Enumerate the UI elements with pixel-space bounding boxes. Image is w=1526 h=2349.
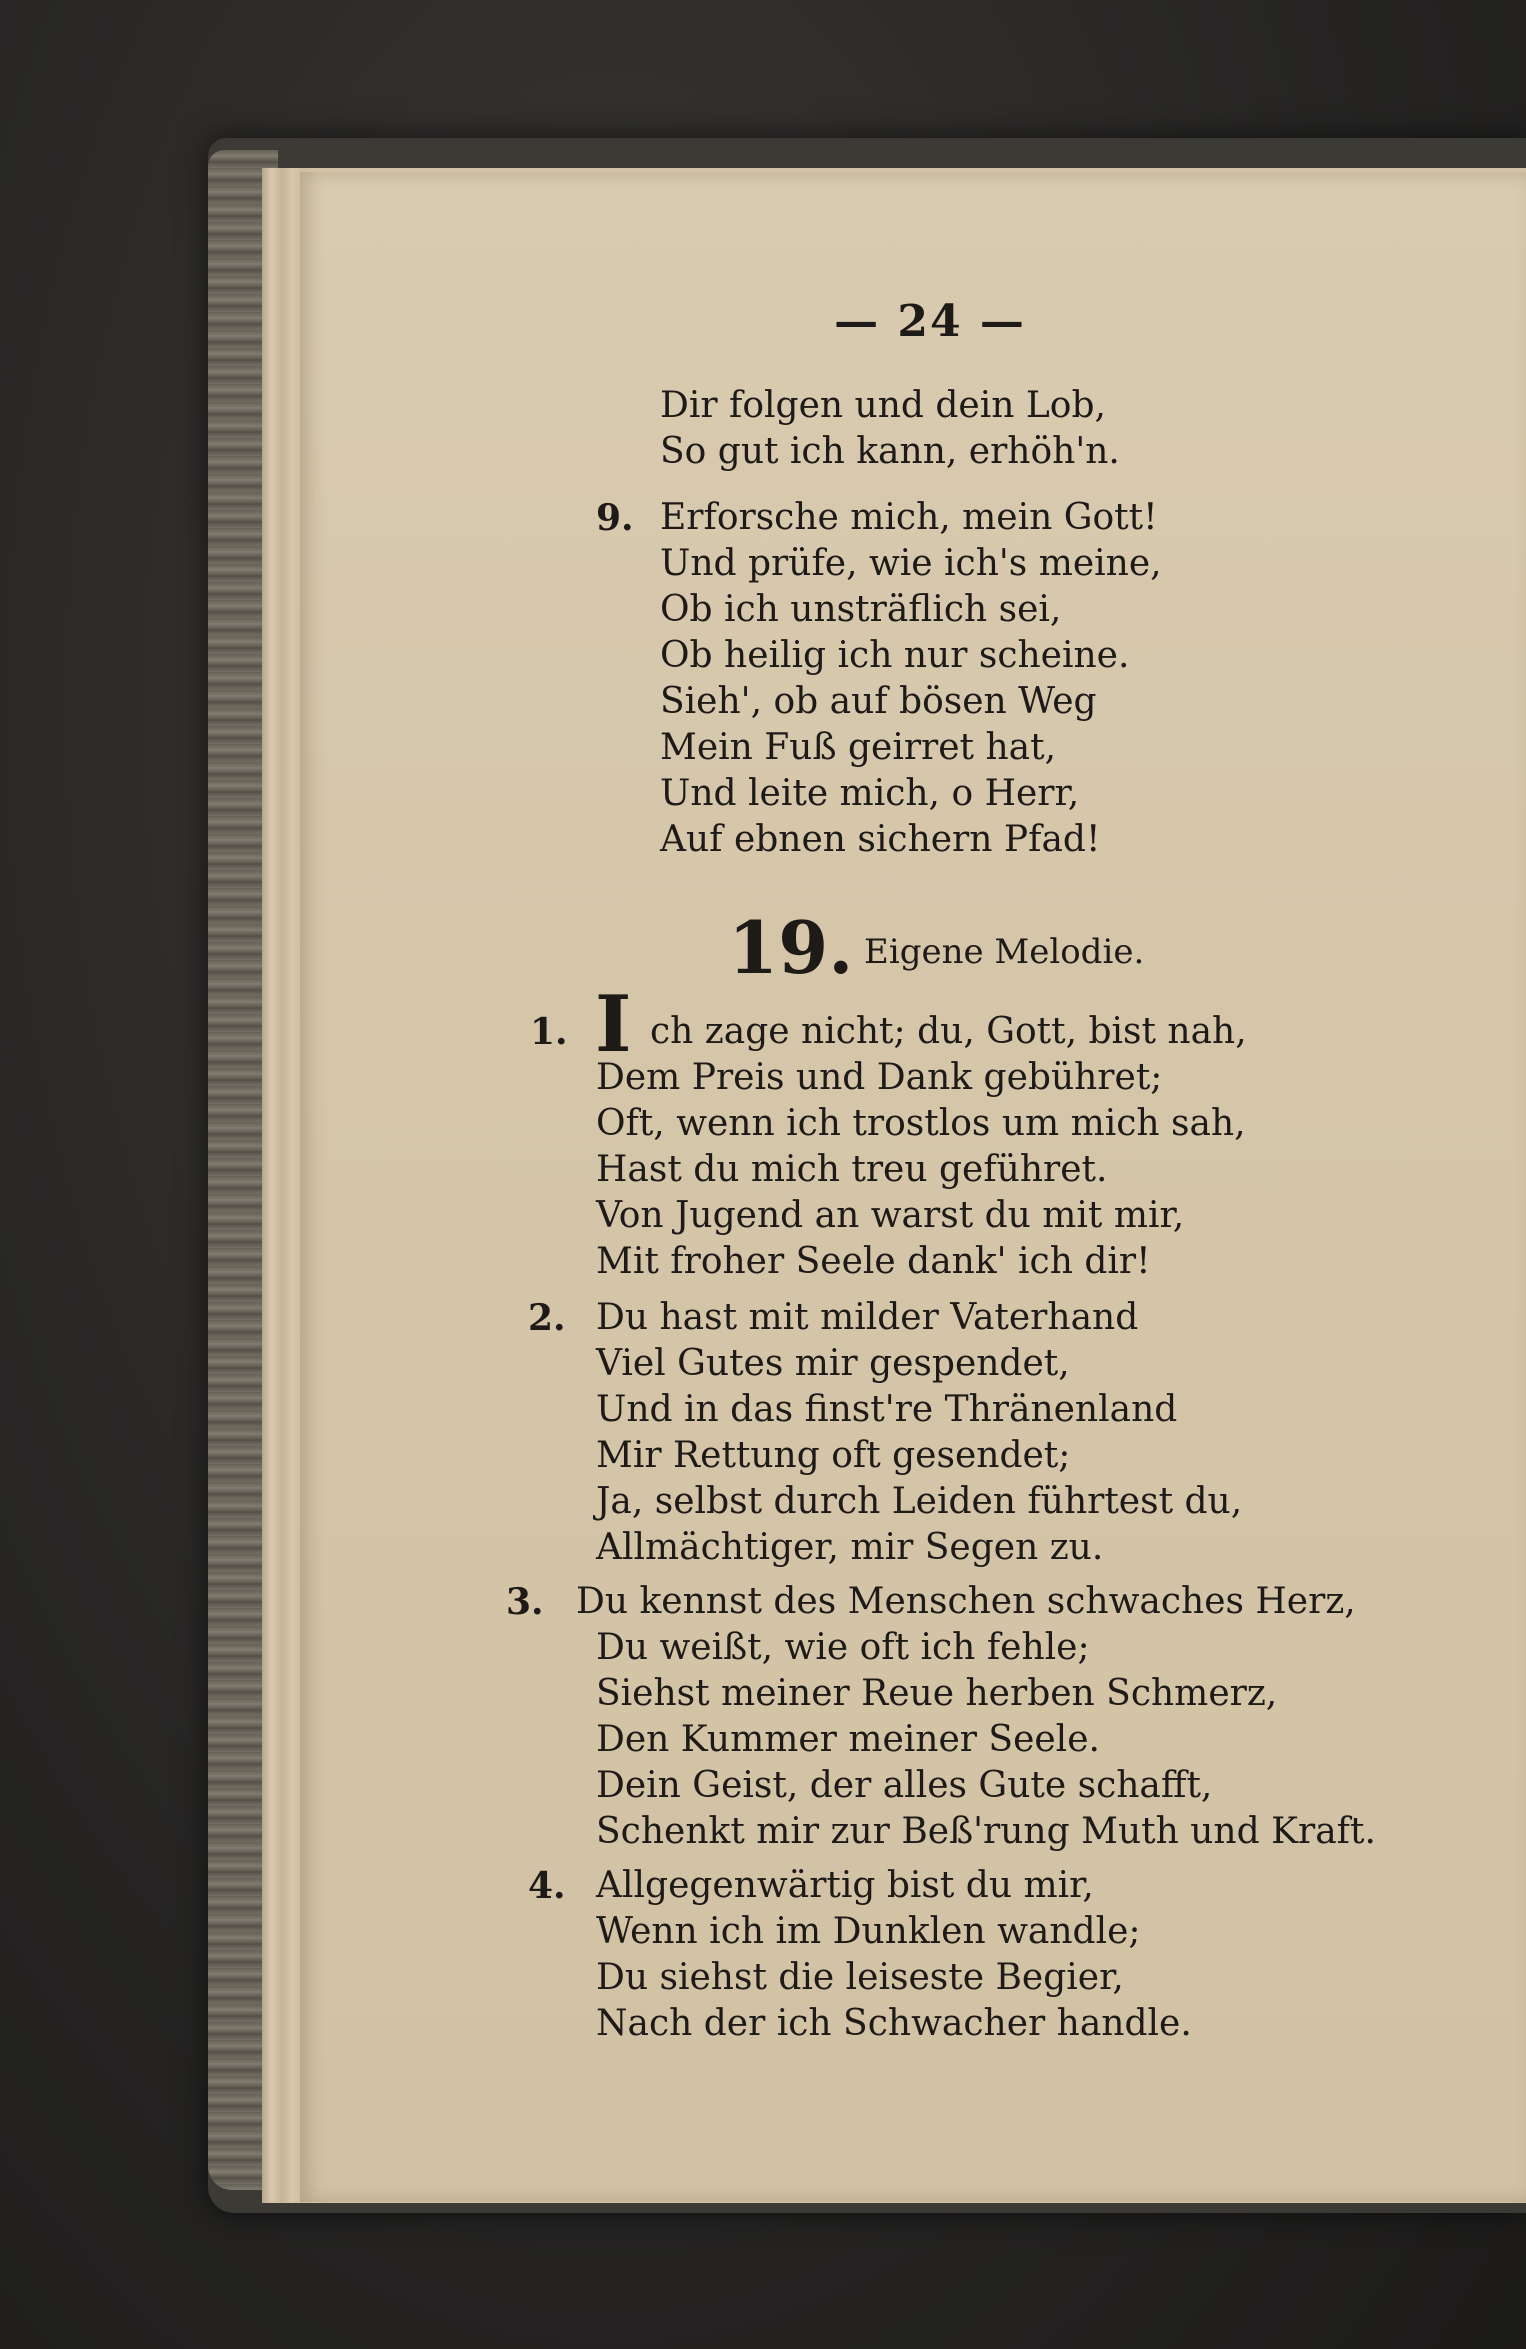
text-line: Du kennst des Menschen schwaches Herz,	[576, 1581, 1356, 1622]
text-line: Dein Geist, der alles Gute schafft,	[596, 1765, 1213, 1806]
text-line: Dir folgen und dein Lob,	[660, 385, 1106, 426]
text-line: Und in das finst're Thränenland	[596, 1389, 1178, 1430]
text-line: Oft, wenn ich trostlos um mich sah,	[596, 1103, 1246, 1144]
text-line: Du hast mit milder Vaterhand	[596, 1297, 1139, 1338]
text-line: Von Jugend an warst du mit mir,	[596, 1195, 1185, 1236]
text-line: Auf ebnen sichern Pfad!	[660, 819, 1101, 860]
text-line: Mir Rettung oft gesendet;	[596, 1435, 1071, 1476]
text-line: Erforsche mich, mein Gott!	[660, 497, 1158, 538]
text-line: Mein Fuß geirret hat,	[660, 727, 1057, 768]
text-line: Ja, selbst durch Leiden führtest du,	[596, 1481, 1243, 1522]
text-line: Du siehst die leiseste Begier,	[596, 1957, 1124, 1998]
verse-number: 4.	[528, 1865, 566, 1907]
text-line: Hast du mich treu geführet.	[596, 1149, 1108, 1190]
drop-cap: I	[595, 979, 632, 1070]
text-line: Ob heilig ich nur scheine.	[660, 635, 1130, 676]
text-line: Sieh', ob auf bösen Weg	[660, 681, 1097, 722]
page-number: — 24 —	[834, 296, 1026, 347]
verse-number: 2.	[528, 1297, 566, 1339]
verse-number: 9.	[596, 497, 634, 539]
melody-note: Eigene Melodie.	[864, 932, 1145, 972]
text-line: Ob ich unsträflich sei,	[660, 589, 1062, 630]
hymn-number: 19.	[728, 905, 854, 990]
text-line: Allgegenwärtig bist du mir,	[596, 1865, 1094, 1906]
text-line: Den Kummer meiner Seele.	[596, 1719, 1100, 1760]
text-line: Schenkt mir zur Beß'rung Muth und Kraft.	[596, 1811, 1376, 1852]
verse-number: 1.	[530, 1011, 568, 1053]
text-line: Siehst meiner Reue herben Schmerz,	[596, 1673, 1278, 1714]
text-line: ch zage nicht; du, Gott, bist nah,	[650, 1011, 1247, 1052]
text-line: Dem Preis und Dank gebühret;	[596, 1057, 1163, 1098]
text-line: Wenn ich im Dunklen wandle;	[596, 1911, 1141, 1952]
text-line: Nach der ich Schwacher handle.	[596, 2003, 1192, 2044]
text-line: So gut ich kann, erhöh'n.	[660, 431, 1120, 472]
text-line: Mit froher Seele dank' ich dir!	[596, 1241, 1151, 1282]
text-line: Und prüfe, wie ich's meine,	[660, 543, 1162, 584]
text-line: Allmächtiger, mir Segen zu.	[596, 1527, 1104, 1568]
verse-number: 3.	[506, 1581, 544, 1623]
text-line: Viel Gutes mir gespendet,	[596, 1343, 1070, 1384]
text-line: Und leite mich, o Herr,	[660, 773, 1080, 814]
text-line: Du weißt, wie oft ich fehle;	[596, 1627, 1090, 1668]
